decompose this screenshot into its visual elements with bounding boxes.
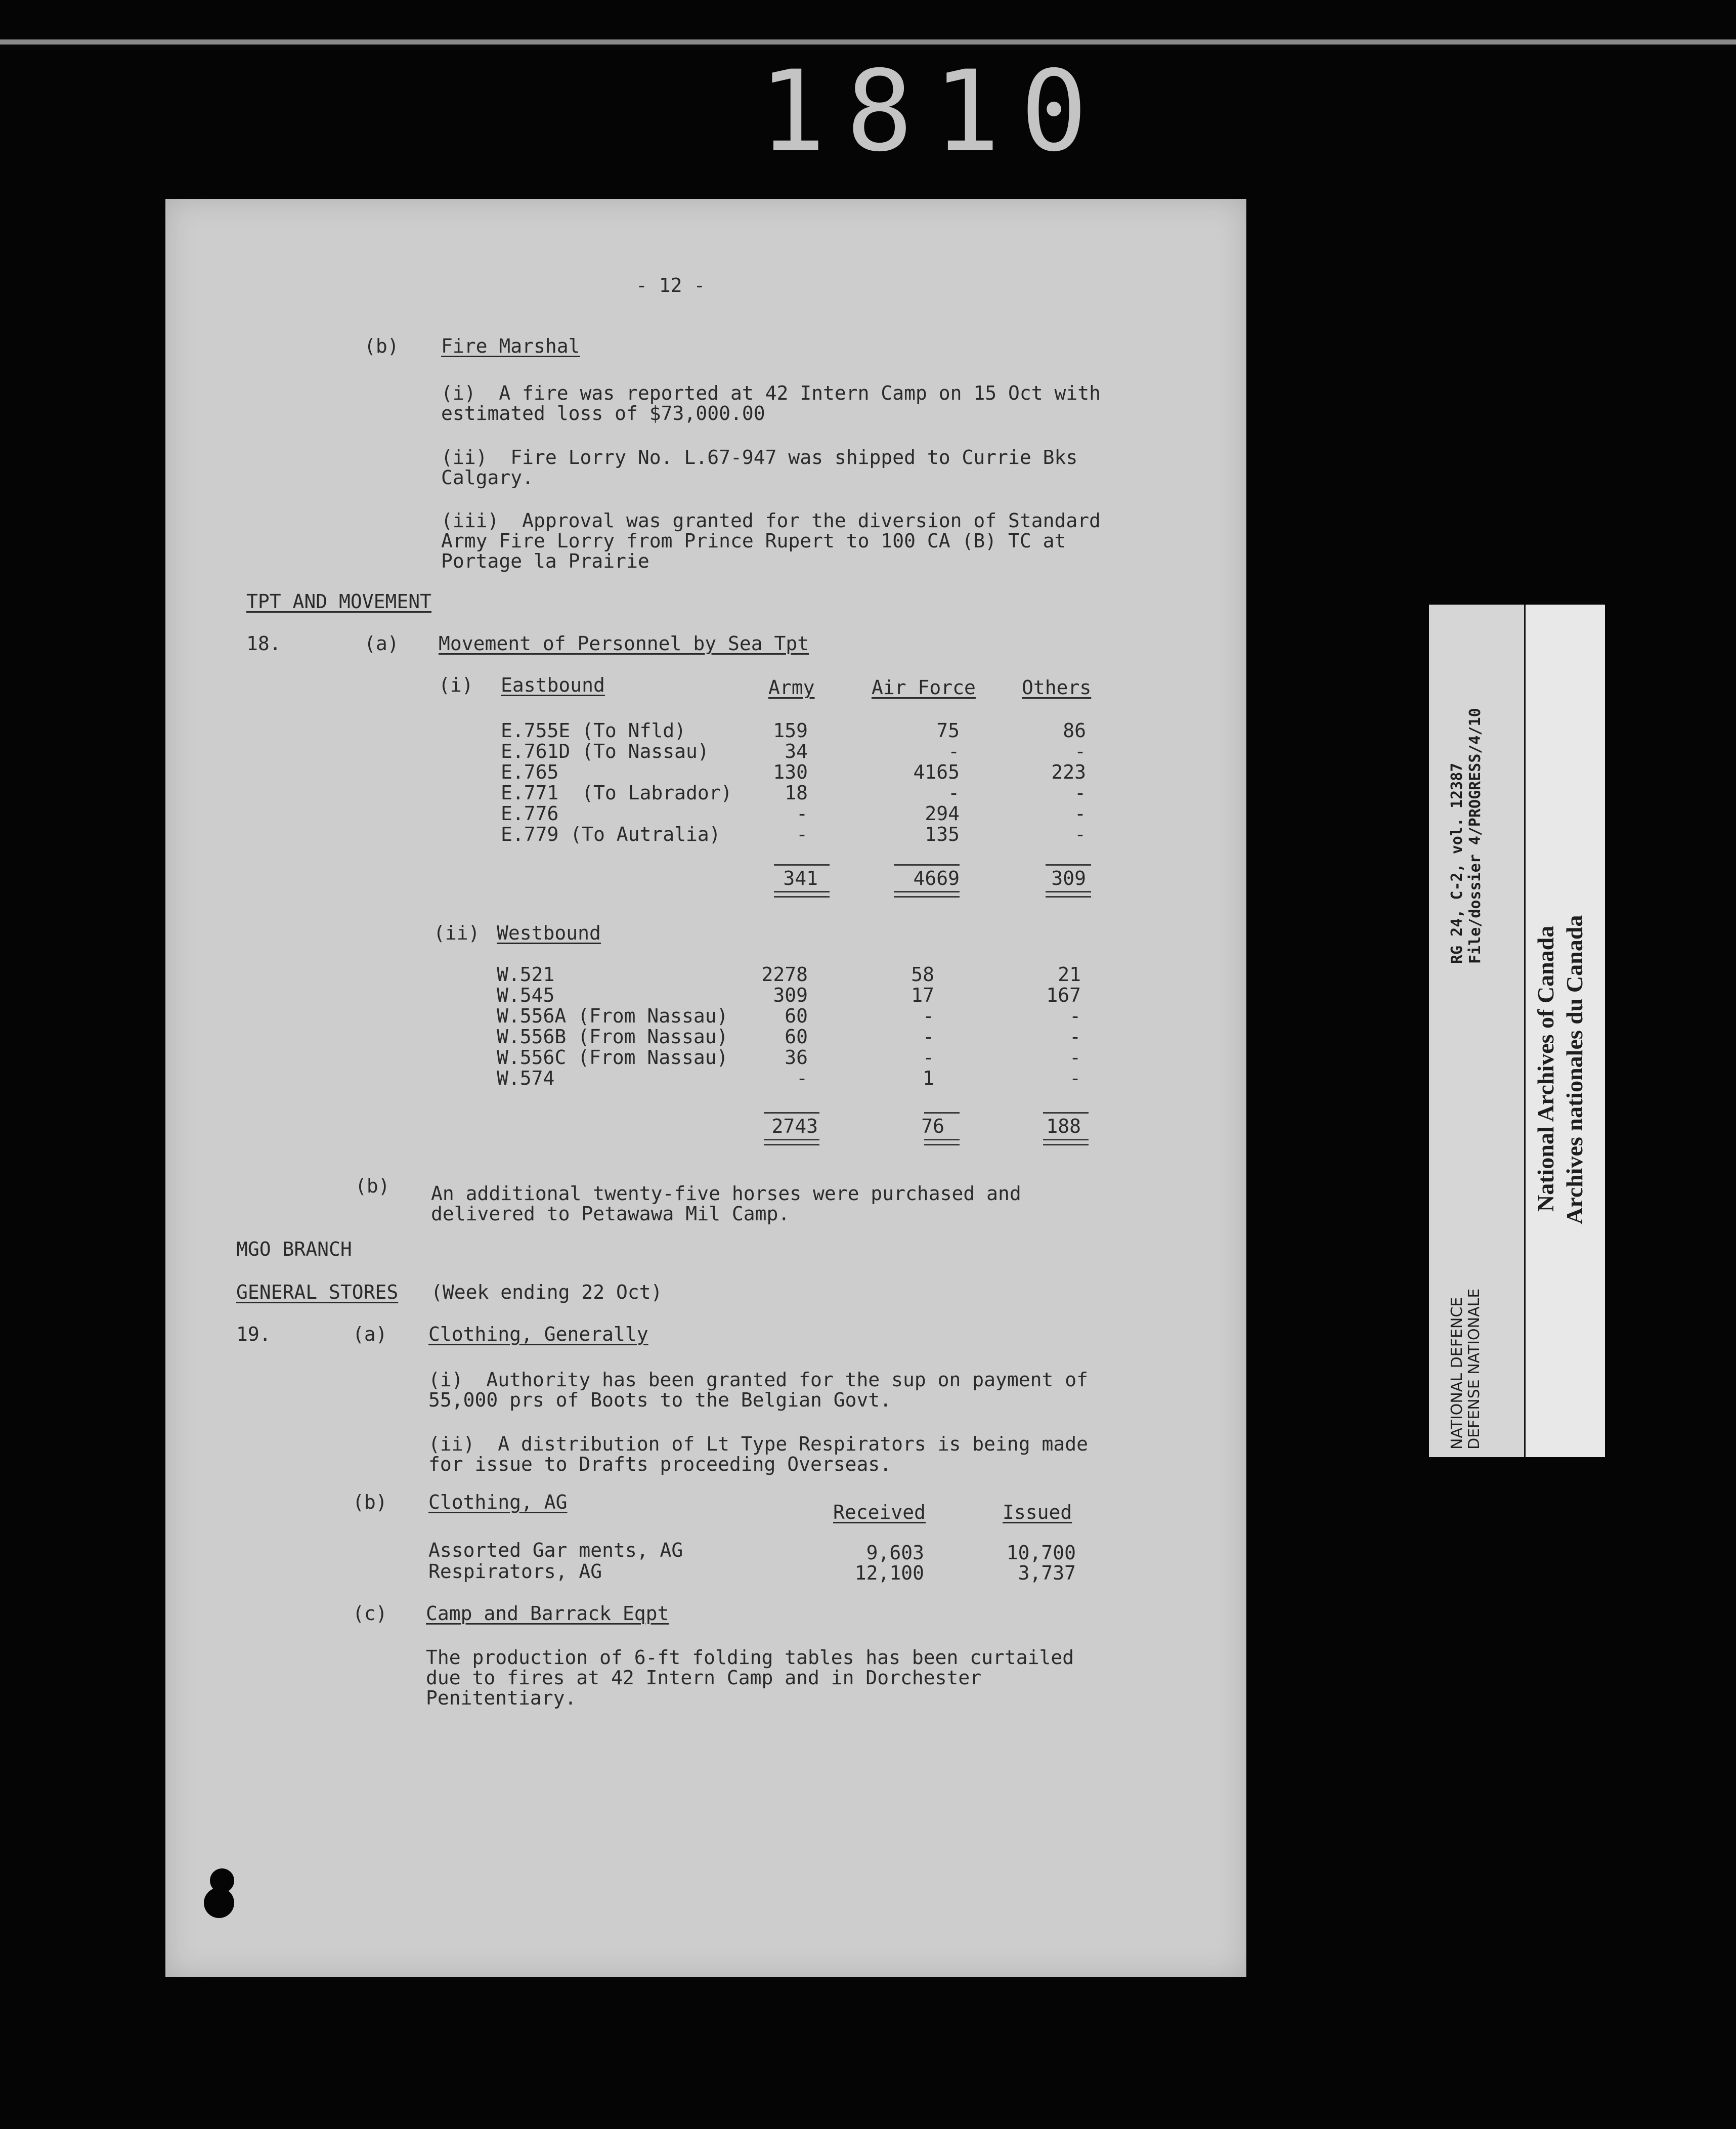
- westbound-total-underline: [1043, 1139, 1089, 1140]
- westbound-army: 36: [785, 1046, 808, 1069]
- para19-c-line1: The production of 6-ft folding tables has been curtailed: [426, 1646, 1074, 1669]
- archives-en: National Archives of Canada: [1533, 925, 1558, 1212]
- eastbound-air: 294: [925, 802, 960, 825]
- fire-heading: Fire Marshal: [441, 335, 580, 357]
- clothing-ag-item: Assorted Gar ments, AG: [428, 1539, 683, 1561]
- eastbound-total-army: 341: [783, 867, 818, 889]
- document-page: [165, 199, 1246, 1977]
- westbound-voyage: W.556A (From Nassau): [497, 1005, 728, 1027]
- westbound-roman: (ii): [433, 922, 480, 944]
- para19-a-ii-line1: (ii) A distribution of Lt Type Respirators is being made: [428, 1433, 1089, 1455]
- eastbound-total-underline: [774, 891, 830, 892]
- para19-b-heading: Clothing, AG: [428, 1491, 568, 1513]
- eastbound-air: 4165: [913, 761, 960, 783]
- para18-b-line1: An additional twenty-five horses were purchased and: [431, 1182, 1021, 1205]
- eastbound-total-underline: [1046, 891, 1091, 892]
- para18-letter: (a): [364, 632, 399, 655]
- clothing-ag-received: 12,100: [854, 1562, 924, 1584]
- archives-fr: Archives nationales du Canada: [1561, 915, 1587, 1224]
- westbound-army: 2278: [761, 963, 808, 986]
- westbound-voyage: W.545: [497, 984, 555, 1006]
- westbound-air: -: [923, 1046, 934, 1069]
- tpt-heading: TPT AND MOVEMENT: [246, 590, 432, 613]
- para19-a-i-line1: (i) Authority has been granted for the sup on payment of: [428, 1369, 1089, 1391]
- frame-number: 1810: [759, 47, 1108, 176]
- clothing-ag-issued: 3,737: [1018, 1562, 1076, 1584]
- westbound-total-underline: [764, 1139, 819, 1140]
- westbound-air: -: [923, 1005, 934, 1027]
- westbound-total-others: 188: [1046, 1115, 1081, 1137]
- westbound-air: 1: [923, 1067, 934, 1089]
- eastbound-roman: (i): [439, 674, 473, 696]
- westbound-voyage: W.556C (From Nassau): [497, 1046, 728, 1069]
- westbound-army: 309: [773, 984, 808, 1006]
- westbound-voyage: W.521: [497, 963, 555, 986]
- westbound-voyage: W.574: [497, 1067, 555, 1089]
- eastbound-army: 159: [773, 719, 808, 742]
- eastbound-army: -: [796, 823, 808, 845]
- westbound-others: -: [1069, 1067, 1081, 1089]
- eastbound-total-others: 309: [1051, 867, 1086, 889]
- eastbound-army: 18: [785, 782, 808, 804]
- westbound-total-air: 76: [921, 1115, 944, 1137]
- westbound-voyage: W.556B (From Nassau): [497, 1026, 728, 1048]
- col-issued: Issued: [1003, 1501, 1072, 1523]
- eastbound-total-underline: [774, 896, 830, 898]
- eastbound-others: -: [1074, 740, 1086, 762]
- eastbound-others: -: [1074, 802, 1086, 825]
- eastbound-voyage: E.761D (To Nassau): [501, 740, 709, 762]
- eastbound-air: 135: [925, 823, 960, 845]
- fire-item-iii-line2: Army Fire Lorry from Prince Rupert to 100 CA (B) TC at: [441, 530, 1066, 552]
- westbound-air: 58: [911, 963, 934, 986]
- para19-a-i-line2: 55,000 prs of Boots to the Belgian Govt.: [428, 1389, 892, 1411]
- eastbound-army: -: [796, 802, 808, 825]
- eastbound-label: Eastbound: [501, 674, 605, 696]
- westbound-rule-air: [924, 1112, 960, 1114]
- westbound-label: Westbound: [497, 922, 601, 944]
- eastbound-air: -: [948, 782, 960, 804]
- eastbound-rule-air: [894, 864, 960, 866]
- westbound-total-underline: [1043, 1144, 1089, 1145]
- col-army: Army: [768, 676, 815, 699]
- defence-line2: DEFENSE NATIONALE: [1465, 1288, 1483, 1450]
- eastbound-voyage: E.765: [501, 761, 559, 783]
- para19-number: 19.: [236, 1323, 271, 1345]
- defence-line1: NATIONAL DEFENCE: [1448, 1297, 1466, 1450]
- westbound-army: -: [796, 1067, 808, 1089]
- eastbound-others: -: [1074, 823, 1086, 845]
- page-number: - 12 -: [636, 274, 706, 296]
- eastbound-others: 86: [1063, 719, 1086, 742]
- film-edge-line: [0, 39, 1736, 45]
- westbound-others: 167: [1046, 984, 1081, 1006]
- archive-label: [1429, 605, 1605, 1457]
- eastbound-air: -: [948, 740, 960, 762]
- fire-item-iii-line1: (iii) Approval was granted for the diversion of Standard: [441, 509, 1101, 532]
- para19-c-letter: (c): [353, 1602, 387, 1625]
- fire-item-iii-line3: Portage la Prairie: [441, 550, 649, 572]
- westbound-rule-army: [764, 1112, 819, 1114]
- para18-number: 18.: [246, 632, 281, 655]
- col-air-force: Air Force: [872, 676, 976, 699]
- eastbound-total-underline: [894, 891, 960, 892]
- westbound-air: 17: [911, 984, 934, 1006]
- reference-line2: File/dossier 4/PROGRESS/4/10: [1466, 708, 1484, 964]
- para19-c-line3: Penitentiary.: [426, 1687, 577, 1709]
- punch-hole: [204, 1888, 234, 1918]
- para18-heading: Movement of Personnel by Sea Tpt: [439, 632, 809, 655]
- westbound-others: 21: [1058, 963, 1081, 986]
- eastbound-voyage: E.771 (To Labrador): [501, 782, 732, 804]
- para19-a-heading: Clothing, Generally: [428, 1323, 648, 1345]
- col-others: Others: [1022, 676, 1092, 699]
- eastbound-voyage: E.776: [501, 802, 559, 825]
- para19-a-letter: (a): [353, 1323, 387, 1345]
- fire-letter: (b): [364, 335, 399, 357]
- westbound-total-army: 2743: [771, 1115, 818, 1137]
- week-ending: (Week ending 22 Oct): [431, 1281, 663, 1303]
- eastbound-total-air: 4669: [913, 867, 960, 889]
- eastbound-others: 223: [1051, 761, 1086, 783]
- general-stores-heading: GENERAL STORES: [236, 1281, 399, 1303]
- eastbound-army: 34: [785, 740, 808, 762]
- clothing-ag-item: Respirators, AG: [428, 1560, 602, 1583]
- eastbound-voyage: E.755E (To Nfld): [501, 719, 686, 742]
- para18-b-letter: (b): [355, 1175, 390, 1197]
- eastbound-total-underline: [894, 896, 960, 898]
- fire-item-i-line2: estimated loss of $73,000.00: [441, 402, 765, 424]
- fire-item-ii-line2: Calgary.: [441, 466, 534, 489]
- eastbound-rule-others: [1046, 864, 1091, 866]
- westbound-total-underline: [924, 1139, 960, 1140]
- para19-a-ii-line2: for issue to Drafts proceeding Overseas.: [428, 1453, 892, 1475]
- para19-c-heading: Camp and Barrack Eqpt: [426, 1602, 669, 1625]
- eastbound-others: -: [1074, 782, 1086, 804]
- para18-b-line2: delivered to Petawawa Mil Camp.: [431, 1203, 790, 1225]
- westbound-army: 60: [785, 1026, 808, 1048]
- westbound-others: -: [1069, 1026, 1081, 1048]
- westbound-total-underline: [764, 1144, 819, 1145]
- clothing-ag-received: 9,603: [866, 1542, 924, 1564]
- westbound-army: 60: [785, 1005, 808, 1027]
- mgo-heading: MGO BRANCH: [236, 1238, 352, 1260]
- reference-line1: RG 24, C-2, vol. 12387: [1448, 762, 1466, 964]
- fire-item-ii-line1: (ii) Fire Lorry No. L.67-947 was shipped to Currie Bks: [441, 446, 1078, 469]
- para19-c-line2: due to fires at 42 Intern Camp and in Dorchester: [426, 1667, 982, 1689]
- col-received: Received: [833, 1501, 926, 1523]
- westbound-others: -: [1069, 1046, 1081, 1069]
- westbound-air: -: [923, 1026, 934, 1048]
- westbound-rule-others: [1043, 1112, 1089, 1114]
- eastbound-voyage: E.779 (To Autralia): [501, 823, 721, 845]
- eastbound-army: 130: [773, 761, 808, 783]
- fire-item-i-line1: (i) A fire was reported at 42 Intern Camp on 15 Oct with: [441, 382, 1101, 404]
- clothing-ag-issued: 10,700: [1006, 1542, 1076, 1564]
- westbound-total-underline: [924, 1144, 960, 1145]
- eastbound-total-underline: [1046, 896, 1091, 898]
- westbound-others: -: [1069, 1005, 1081, 1027]
- para19-b-letter: (b): [353, 1491, 387, 1513]
- eastbound-rule-army: [774, 864, 830, 866]
- eastbound-air: 75: [936, 719, 960, 742]
